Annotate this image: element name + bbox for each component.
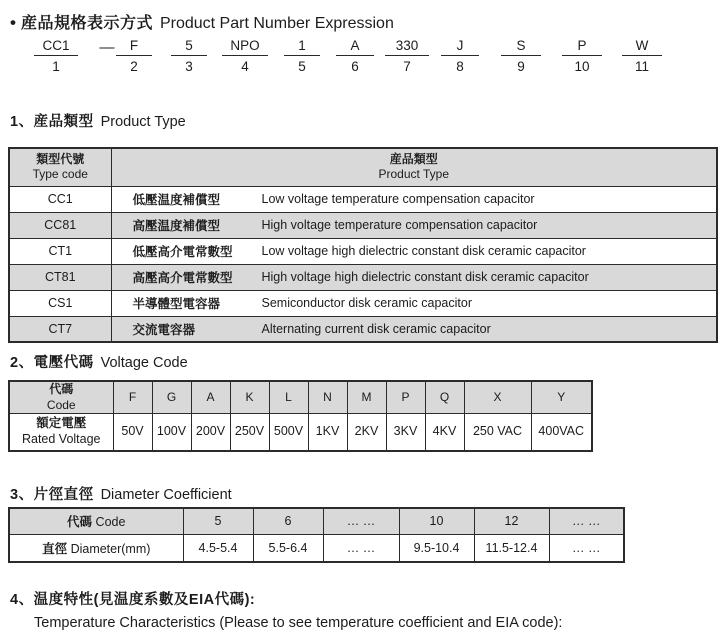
segment-value: A [336,38,374,56]
rated-voltage-label [9,414,113,451]
part-segment [336,38,374,75]
segment-number: 2 [130,59,138,74]
voltage-code: Y [531,381,592,414]
header-cn: 産品類型 [389,151,438,166]
table-row [9,534,624,562]
header-en: Type code [32,167,88,182]
table-header-row [9,381,592,414]
voltage-value: 50V [113,414,152,451]
type-cn: 交流電容器 [132,322,196,337]
table-row [9,316,717,342]
diameter-value: … … [549,534,624,562]
segment-number: 10 [574,59,590,74]
type-en: Alternating current disk ceramic capacitor [261,321,491,336]
segment-number: 8 [456,59,464,74]
bullet-icon: • [10,13,16,32]
header-type-code [9,148,111,186]
segment-number: 4 [241,59,249,74]
part-segment [622,38,662,75]
section-heading-temperature [10,588,255,609]
voltage-code: P [386,381,425,414]
segment-number: 7 [403,59,411,74]
table-header-row [9,148,717,186]
voltage-code: Q [425,381,464,414]
product-type-table [8,147,718,343]
segment-number: 5 [298,59,306,74]
voltage-code-table [8,380,593,452]
dash-separator: — [99,39,115,56]
label-cn: 直徑 [42,541,68,556]
voltage-code: M [347,381,386,414]
type-code: CT7 [9,316,111,342]
header-cn: 代碼 [67,515,93,530]
type-code: CT1 [9,238,111,264]
segment-value: 330 [385,38,429,56]
type-description [111,238,717,264]
header-code [9,508,183,534]
voltage-value: 3KV [386,414,425,451]
header-product-type [111,148,717,186]
segment-number: 11 [634,59,649,74]
type-description [111,186,717,212]
type-description [111,264,717,290]
voltage-code: L [269,381,308,414]
header-en: Code [95,515,126,530]
part-segment [222,38,268,75]
section-heading-cn: 2、電壓代碼 [10,355,94,371]
type-cn: 低壓温度補償型 [132,193,221,207]
header-en: Product Type [378,167,449,182]
header-code [9,381,113,414]
voltage-code: N [308,381,347,414]
diameter-code: … … [323,508,399,534]
voltage-value: 500V [269,414,308,451]
part-segment [34,38,78,75]
type-en: High voltage high dielectric constant disk ceramic capacitor [261,270,589,284]
voltage-value: 2KV [347,414,386,451]
part-number-diagram [0,38,727,80]
table-row [9,414,592,451]
section-heading-cn: 4、温度特性(見温度系數及EIA代碼): [10,592,256,608]
voltage-code: G [152,381,191,414]
type-code: CC1 [9,186,111,212]
part-segment [171,38,207,75]
segment-value: NPO [222,38,268,56]
part-segment [284,38,320,75]
page-title-en: Product Part Number Expression [159,15,394,32]
voltage-code: K [230,381,269,414]
diameter-code: … … [549,508,624,534]
header-cn: 類型代號 [36,151,85,166]
label-cn: 額定電壓 [36,416,87,431]
voltage-value: 4KV [425,414,464,451]
section-heading-product-type [10,110,186,131]
type-en: High voltage temperature compensation capacitor [261,218,538,232]
temperature-characteristics-text: Temperature Characteristics (Please to see temperature coefficient and EIA code): [34,615,563,631]
part-segment [562,38,602,75]
segment-value: F [116,38,152,56]
table-row [9,186,717,212]
type-cn: 高壓温度補償型 [132,219,221,233]
segment-value: 1 [284,38,320,56]
voltage-value: 400VAC [531,414,592,451]
diameter-code: 6 [253,508,323,534]
diameter-value: 4.5-5.4 [183,534,253,562]
type-en: Low voltage temperature compensation capacitor [261,192,535,206]
type-description [111,212,717,238]
diameter-code: 5 [183,508,253,534]
voltage-value: 250V [230,414,269,451]
voltage-value: 250 VAC [464,414,531,451]
diameter-code: 12 [474,508,549,534]
section-heading-en: Product Type [100,114,186,130]
diameter-value: 11.5-12.4 [474,534,549,562]
type-description [111,290,717,316]
part-segment [116,38,152,75]
segment-number: 3 [185,59,193,74]
type-cn: 低壓高介電常數型 [132,245,233,259]
table-row [9,290,717,316]
type-cn: 高壓高介電常數型 [132,271,233,285]
section-heading-en: Voltage Code [100,355,188,371]
voltage-code: F [113,381,152,414]
section-heading-cn: 1、産品類型 [10,114,94,130]
part-segment [385,38,429,75]
segment-value: P [562,38,602,56]
voltage-value: 200V [191,414,230,451]
segment-value: S [501,38,541,56]
header-cn: 代碼 [49,382,74,396]
segment-value: CC1 [34,38,78,56]
part-segment [441,38,479,75]
table-row [9,264,717,290]
section-heading-cn: 3、片徑直徑 [10,487,94,503]
diameter-table [8,507,625,563]
table-row [9,212,717,238]
type-code: CC81 [9,212,111,238]
part-segment [501,38,541,75]
header-en: Code [46,397,76,412]
diameter-value: … … [323,534,399,562]
label-en: Diameter(mm) [70,541,151,556]
segment-value: W [622,38,662,56]
page-title [10,10,394,33]
section-heading-diameter [10,483,232,504]
table-row [9,238,717,264]
diameter-value: 9.5-10.4 [399,534,474,562]
segment-number: 1 [52,59,60,74]
voltage-value: 1KV [308,414,347,451]
page-title-cn: 産品規格表示方式 [20,15,153,32]
voltage-code: X [464,381,531,414]
type-code: CT81 [9,264,111,290]
segment-number: 9 [517,59,525,74]
section-heading-en: Diameter Coefficient [100,487,232,503]
diameter-label [9,534,183,562]
diameter-value: 5.5-6.4 [253,534,323,562]
type-cn: 半導體型電容器 [132,297,221,311]
type-description [111,316,717,342]
segment-number: 6 [351,59,359,74]
diameter-code: 10 [399,508,474,534]
type-en: Semiconductor disk ceramic capacitor [261,296,472,310]
voltage-value: 100V [152,414,191,451]
label-en: Rated Voltage [21,431,101,446]
section-heading-voltage-code [10,351,188,372]
voltage-code: A [191,381,230,414]
segment-value: J [441,38,479,56]
table-header-row [9,508,624,534]
type-code: CS1 [9,290,111,316]
segment-value: 5 [171,38,207,56]
type-en: Low voltage high dielectric constant disk ceramic capacitor [261,244,586,258]
